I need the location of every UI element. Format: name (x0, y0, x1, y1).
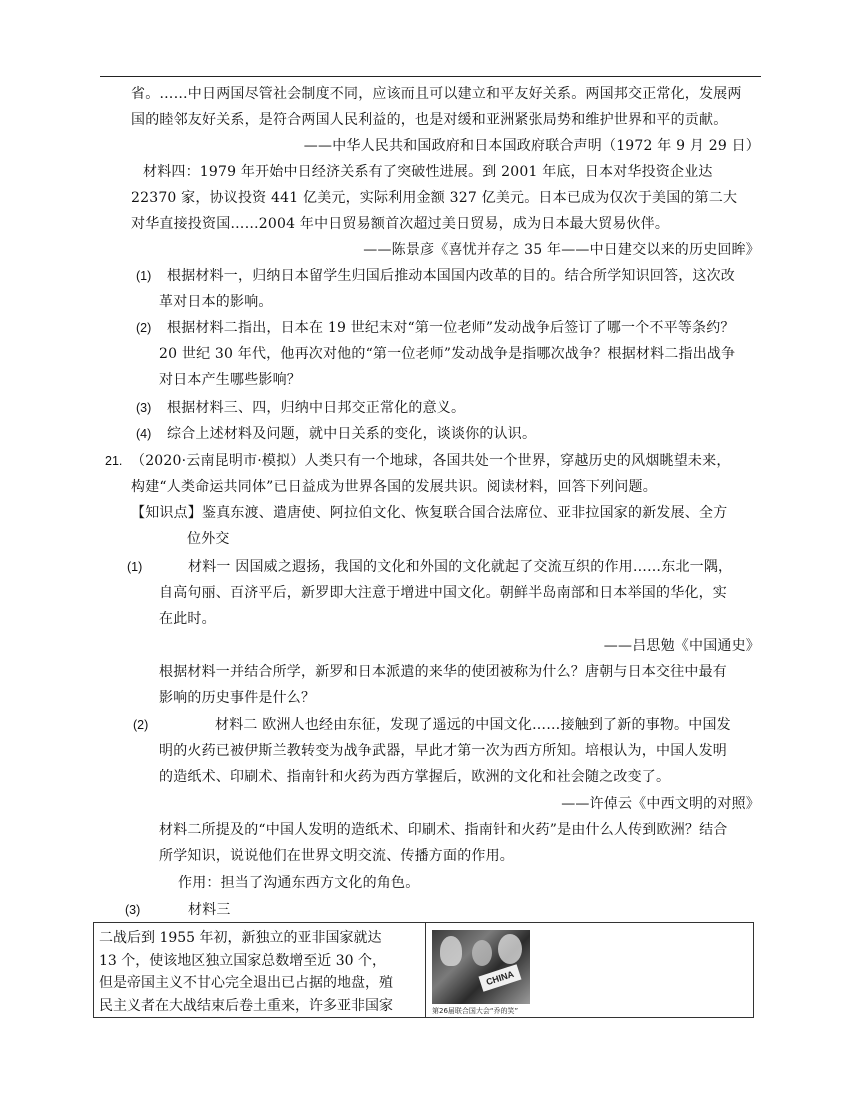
answer-text: 作用：担当了沟通东西方文化的角色。 (178, 875, 420, 891)
question-number: (3) (125, 903, 141, 917)
question-1-text: 革对日本的影响。 (159, 294, 273, 310)
un-assembly-photo (432, 930, 530, 1004)
problem-21-stem: （2020·云南昆明市·模拟）人类只有一个地球，各国共处一个世界，穿越历史的风烟眺望未来， (131, 453, 731, 469)
question-3-text: 根据材料三、四，归纳中日邦交正常化的意义。 (167, 400, 466, 416)
source-citation: ——吕思勉《中国通史》 (603, 638, 760, 654)
question-number: (2) (136, 321, 152, 335)
question-2-text: 20 世纪 30 年代，他再次对他的“第一位老师”发动战争是指哪次战争？根据材料二指出战争 (159, 346, 736, 362)
knowledge-points: 位外交 (187, 531, 230, 547)
question-2-text: 对日本产生哪些影响？ (159, 372, 301, 388)
question-number: (1) (127, 560, 143, 574)
table-text-line: 但是帝国主义不甘心完全退出已占据的地盘，殖 (99, 975, 393, 991)
material-three-table (93, 922, 754, 1018)
china-sign: CHINA (479, 964, 522, 992)
material-two: 材料二 欧洲人也经由东征，发现了遥远的中国文化……接触到了新的事物。中国发 (215, 717, 731, 733)
source-citation: ——陈景彦《喜忧并存之 35 年——中日建交以来的历史回眸》 (363, 242, 760, 258)
material-three-label: 材料三 (188, 902, 231, 918)
photo-caption: 第26届联合国大会“乔的笑” (432, 1007, 519, 1015)
material-three-image-cell (426, 923, 754, 1018)
sub-question-2: 材料二所提及的“中国人发明的造纸术、印刷术、指南针和火药”是由什么人传到欧洲？结合 (159, 822, 728, 838)
table-text-line: 13 个，使该地区独立国家总数增至近 30 个， (99, 952, 386, 969)
text-line: 国的睦邻友好关系，是符合两国人民利益的，也是对缓和亚洲紧张局势和维护世界和平的贡献。 (131, 112, 728, 128)
problem-number: 21. (105, 454, 123, 468)
question-number: (3) (136, 401, 152, 415)
problem-21-stem: 构建“人类命运共同体”已日益成为世界各国的发展共识。阅读材料，回答下列问题。 (131, 479, 657, 495)
question-4-text: 综合上述材料及问题，就中日关系的变化，谈谈你的认识。 (167, 426, 537, 442)
sub-question-1: 根据材料一并结合所学，新罗和日本派遣的来华的使团被称为什么？唐朝与日本交往中最有 (159, 664, 727, 680)
material-two: 的造纸术、印刷术、指南针和火药为西方掌握后，欧洲的文化和社会随之改变了。 (159, 769, 671, 785)
material-one: 自高句丽、百济平后，新罗即大注意于增进中国文化。朝鲜半岛南部和日本举国的华化，实 (159, 585, 727, 601)
question-number: (1) (136, 269, 152, 283)
material-three-text-cell (94, 923, 426, 1018)
text-line: 对华直接投资国……2004 年中日贸易额首次超过美日贸易，成为日本最大贸易伙伴。 (131, 216, 670, 232)
table-text-line: 民主义者在大战结束后卷土重来，许多亚非国家 (99, 997, 393, 1014)
source-citation: ——许倬云《中西文明的对照》 (561, 796, 760, 812)
question-1-text: 根据材料一，归纳日本留学生归国后推动本国国内改革的目的。结合所学知识回答，这次改 (167, 268, 735, 284)
source-citation: ——中华人民共和国政府和日本国政府联合声明（1972 年 9 月 29 日） (303, 138, 760, 154)
material-one: 材料一 因国威之遐扬，我国的文化和外国的文化就起了交流互织的作用……东北一隅， (188, 559, 733, 575)
text-line: 省。……中日两国尽管社会制度不同，应该而且可以建立和平友好关系。两国邦交正常化，发展两 (131, 86, 742, 102)
sub-question-1: 影响的历史事件是什么？ (159, 690, 316, 706)
table-text-line: 二战后到 1955 年初，新独立的亚非国家就达 (99, 930, 382, 946)
question-2-text: 根据材料二指出，日本在 19 世纪末对“第一位老师”发动战争后签订了哪一个不平等条约？ (167, 320, 735, 336)
material-four: 材料四：1979 年开始中日经济关系有了突破性进展。到 2001 年底，日本对华投资企业达 (143, 164, 713, 180)
question-number: (4) (136, 427, 152, 441)
knowledge-points: 【知识点】鉴真东渡、遣唐使、阿拉伯文化、恢复联合国合法席位、亚非拉国家的新发展、全方 (131, 505, 728, 521)
material-one: 在此时。 (159, 611, 216, 627)
text-line: 22370 家，协议投资 441 亿美元，实际利用金额 327 亿美元。日本已成为仅次于美国的第二大 (131, 190, 738, 206)
header-rule (100, 76, 761, 77)
material-two: 明的火药已被伊斯兰教转变为战争武器，早此才第一次为西方所知。培根认为，中国人发明 (159, 743, 727, 759)
question-number: (2) (133, 718, 149, 732)
sub-question-2: 所学知识，说说他们在世界文明交流、传播方面的作用。 (159, 848, 514, 864)
